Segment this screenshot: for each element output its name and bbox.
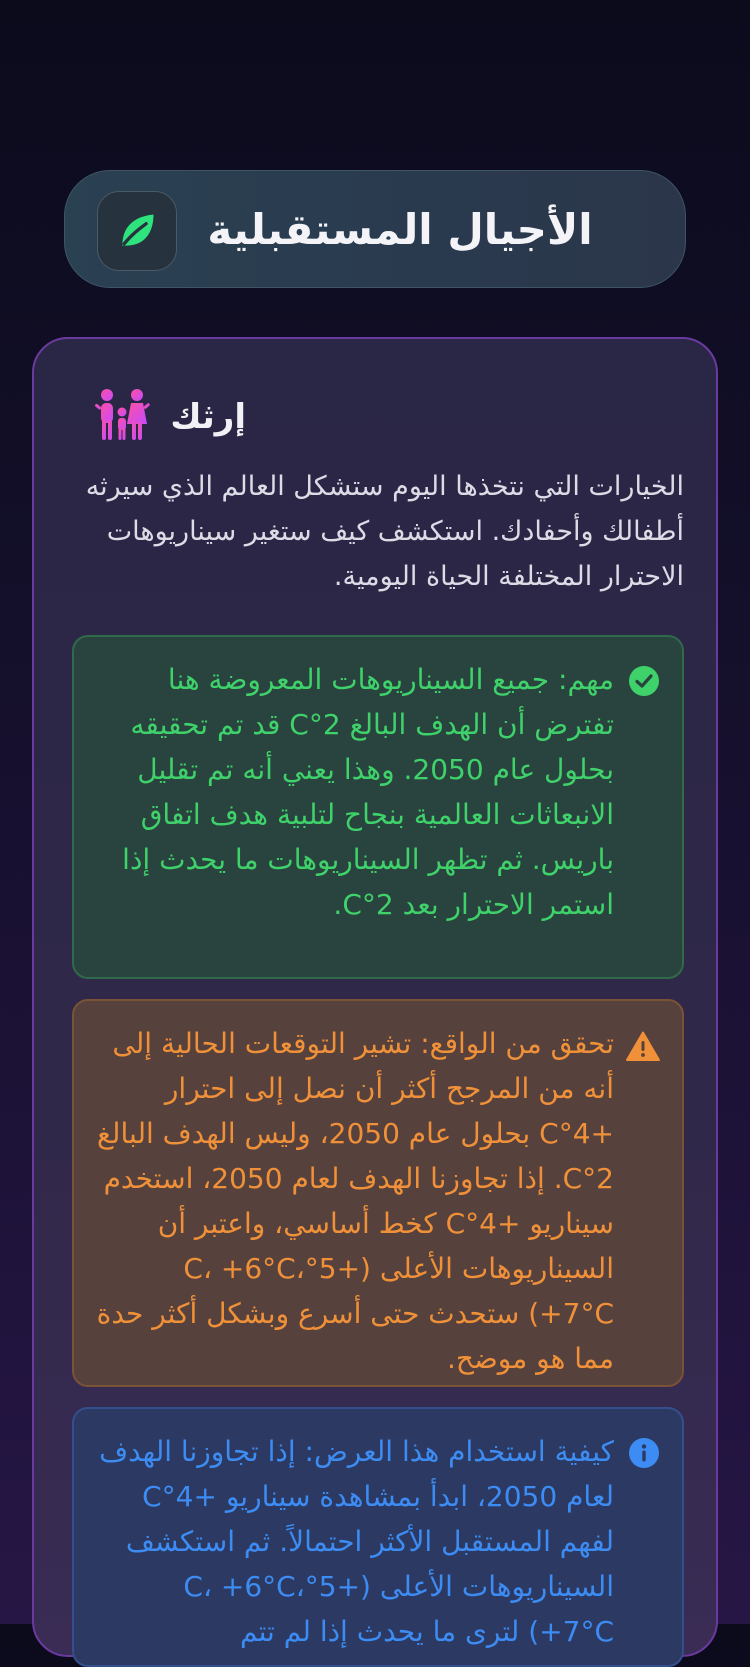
warning-triangle-icon <box>626 1029 660 1074</box>
important-notice <box>72 635 684 979</box>
important-notice-text: مهم: جميع السيناريوهات المعروضة هنا تفترض أن الهدف البالغ 2°C قد تم تحقيقه بحلول عام 2050. وهذا يعني أنه تم تقليل الانبعاثات العالمية بنجاح لتلبية هدف اتفاق باريس. ثم تظهر السيناريوهات ما يحدث إذا استمر الاحترار بعد 2°C. <box>122 663 614 921</box>
reality-check-notice <box>72 999 684 1387</box>
app-header <box>64 170 686 288</box>
check-circle-icon <box>628 665 660 710</box>
family-icon <box>92 388 152 446</box>
info-circle-icon <box>628 1437 660 1482</box>
legacy-card <box>32 337 718 1657</box>
reality-check-text: تحقق من الواقع: تشير التوقعات الحالية إلى أنه من المرجح أكثر أن نصل إلى احترار +4°C بحلول عام 2050، وليس الهدف البالغ 2°C. إذا تجاوزنا الهدف لعام 2050، استخدم سيناريو +4°C كخط أساسي، واعتبر أن السيناريوهات الأعلى (+5°C، +6°C، +7°C) ستحدث حتى أسرع وبشكل أكثر حدة مما هو موضح. <box>96 1027 614 1375</box>
page-title: الأجيال المستقبلية <box>207 204 593 254</box>
legacy-intro: الخيارات التي نتخذها اليوم ستشكل العالم الذي سيرثه أطفالك وأحفادك. استكشف كيف ستغير سيناريوهات الاحترار المختلفة الحياة اليومية. <box>85 471 684 592</box>
leaf-icon <box>97 191 177 271</box>
how-to-use-notice <box>72 1407 684 1667</box>
legacy-title: إرثك <box>170 397 246 437</box>
legacy-card-header <box>92 387 246 447</box>
how-to-use-text: كيفية استخدام هذا العرض: إذا تجاوزنا الهدف لعام 2050، ابدأ بمشاهدة سيناريو +4°C لفهم المستقبل الأكثر احتمالاً. ثم استكشف السيناريوهات الأعلى (+5°C، +6°C، +7°C) لترى ما يحدث إذا لم تتم <box>99 1435 614 1648</box>
